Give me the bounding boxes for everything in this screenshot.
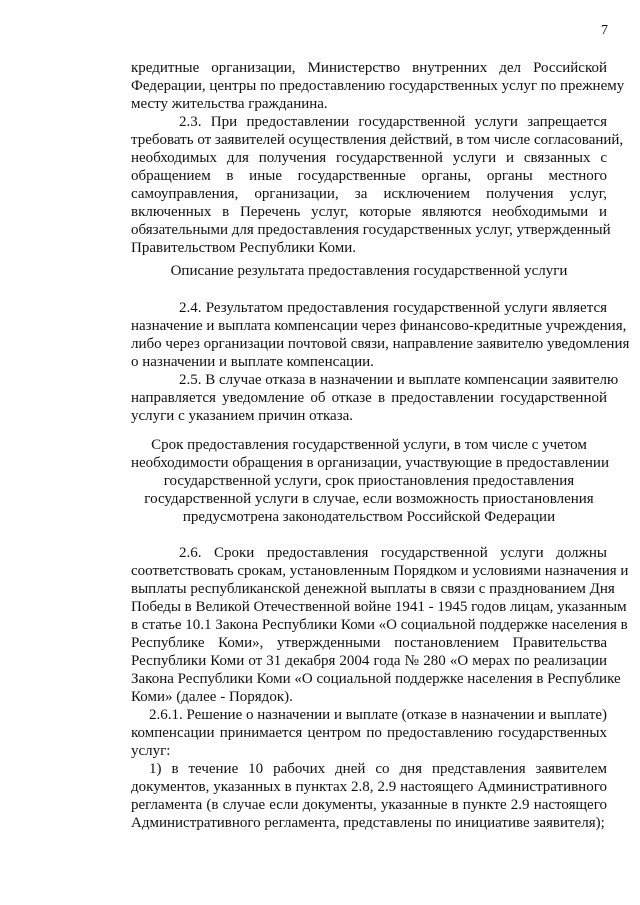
paragraph-line: Закона Республики Коми «О социальной поддержке населения в Республике [131, 671, 621, 687]
paragraph-line: кредитные организации, Министерство внутренних дел Российской [131, 60, 607, 76]
paragraph-line: документов, указанных в пунктах 2.8, 2.9 настоящего Административного [131, 779, 607, 795]
paragraph-line: о назначении и выплате компенсации. [131, 354, 374, 370]
paragraph-line: необходимых для получения государственной услуги и связанных с [131, 150, 607, 166]
paragraph-line: услуг: [131, 743, 171, 759]
section-heading-line: Описание результата предоставления государственной услуги [170, 263, 568, 279]
paragraph-line: 2.6. Сроки предоставления государственной услуги должны [179, 545, 607, 561]
paragraph-line: компенсации принимается центром по предоставлению государственных [131, 725, 607, 741]
paragraph-line: Административного регламента, представлены по инициативе заявителя); [131, 815, 605, 831]
section-heading-line: государственной услуги, срок приостановления предоставления [163, 473, 575, 489]
section-heading-line: необходимости обращения в организации, участвующие в предоставлении [131, 455, 609, 471]
section-heading-line: Срок предоставления государственной услуги, в том числе с учетом [151, 437, 587, 453]
paragraph-line: регламента (в случае если документы, указанные в пункте 2.9 настоящего [131, 797, 607, 813]
text-block [131, 113, 624, 257]
paragraph-line: либо через организации почтовой связи, направление заявителю уведомления [131, 336, 630, 352]
paragraph-line: 2.6.1. Решение о назначении и выплате (отказе в назначении и выплате) [149, 707, 608, 723]
section-heading-line: государственной услуги в случае, если возможность приостановления [144, 491, 594, 507]
text-block [131, 544, 629, 832]
paragraph-line: назначение и выплата компенсации через финансово-кредитные учреждения, [131, 318, 627, 334]
paragraph-line: самоуправления, организации, за исключением получения услуг, [131, 186, 607, 202]
paragraph-line: Республике Коми», утвержденными постановлением Правительства [131, 635, 607, 651]
paragraph-line: услуги с указанием причин отказа. [131, 408, 354, 424]
paragraph-line: Республики Коми от 31 декабря 2004 года № 280 «О мерах по реализации [131, 653, 607, 669]
text-block [131, 262, 607, 280]
paragraph-line: направляется уведомление об отказе в предоставлении государственной [131, 390, 607, 406]
paragraph-line: 2.5. В случае отказа в назначении и выплате компенсации заявителю [179, 372, 619, 388]
paragraph-line: включенных в Перечень услуг, которые являются необходимыми и [131, 204, 607, 220]
paragraph-line: в статье 10.1 Закона Республики Коми «О социальной поддержке населения в [131, 617, 628, 633]
paragraph-line: соответствовать срокам, установленным Порядком и условиями назначения и [131, 563, 629, 579]
paragraph-line: 2.3. При предоставлении государственной услуги запрещается [179, 114, 607, 130]
page-number: 7 [601, 23, 608, 38]
paragraph-line: Коми» (далее - Порядок). [131, 689, 293, 705]
text-block [131, 436, 607, 526]
paragraph-line: выплаты республиканской денежной выплаты в связи с празднованием Дня [131, 581, 615, 597]
paragraph-line: Правительством Республики Коми. [131, 240, 357, 256]
paragraph-line: обращением в иные государственные органы, органы местного [131, 168, 607, 184]
paragraph-line: требовать от заявителей осуществления действий, в том числе согласований, [131, 132, 624, 148]
paragraph-line: Федерации, центры по предоставлению государственных услуг по прежнему [131, 78, 625, 94]
paragraph-line: обязательными для предоставления государственных услуг, утвержденный [131, 222, 611, 238]
paragraph-line: Победы в Великой Отечественной войне 1941 - 1945 годов лицам, указанным [131, 599, 627, 615]
section-heading-line: предусмотрена законодательством Российской Федерации [182, 509, 556, 525]
paragraph-line: 1) в течение 10 рабочих дней со дня представления заявителем [149, 761, 607, 777]
text-block [131, 299, 630, 425]
text-block [131, 59, 625, 113]
paragraph-line: 2.4. Результатом предоставления государственной услуги является [179, 300, 607, 316]
paragraph-line: месту жительства гражданина. [131, 96, 328, 112]
